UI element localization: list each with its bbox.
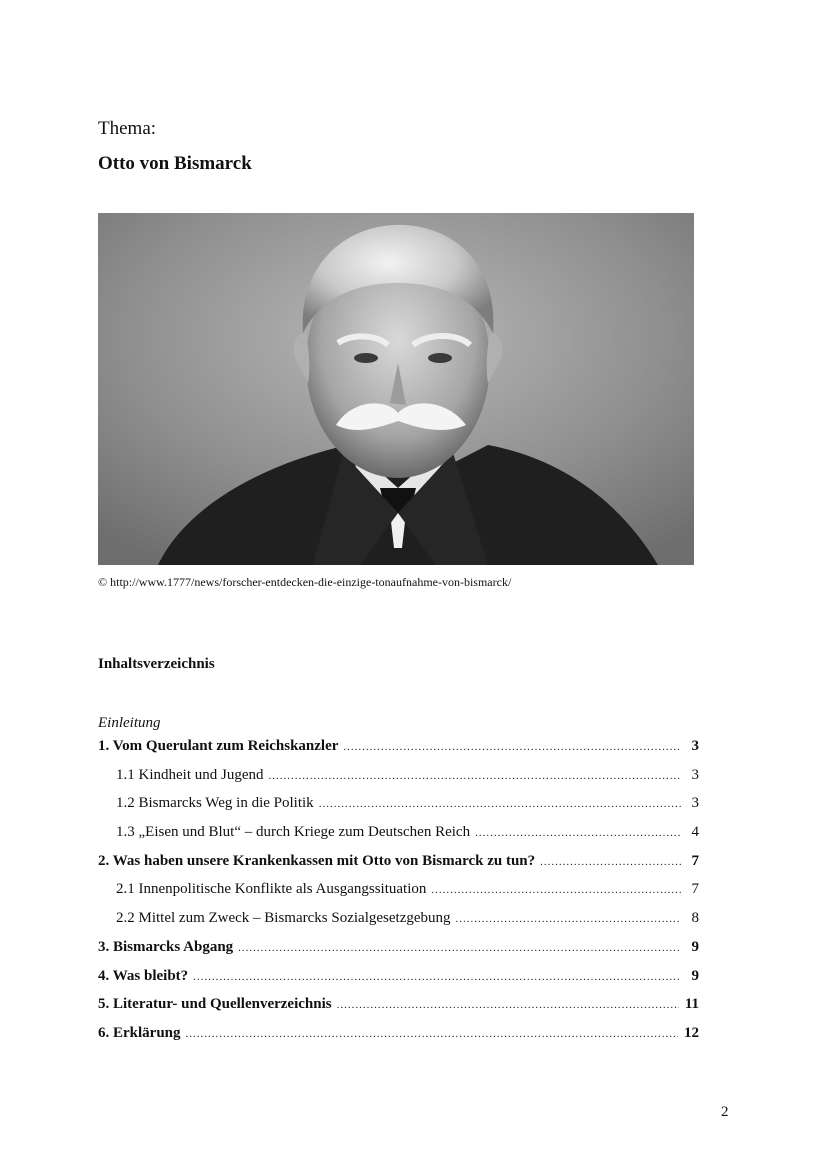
toc-entry[interactable] — [98, 738, 699, 767]
toc-entry[interactable] — [98, 939, 699, 968]
toc-entry[interactable] — [98, 795, 699, 824]
toc-entry-page: 3 — [691, 766, 699, 783]
toc-entry-title: 2. Was haben unsere Krankenkassen mit Otto von Bismarck zu tun? — [98, 852, 536, 869]
toc-leader-dots — [319, 798, 681, 810]
toc-entry-page: 7 — [691, 852, 699, 869]
toc-entry-page: 4 — [691, 824, 699, 841]
page-number: 2 — [721, 1104, 729, 1120]
toc-entry[interactable] — [98, 853, 699, 882]
toc-entry-title: 3. Bismarcks Abgang — [98, 938, 234, 955]
toc-entry[interactable] — [98, 824, 699, 853]
toc-entry[interactable] — [98, 910, 699, 939]
toc-intro-label: Einleitung — [98, 715, 161, 731]
toc-leader-dots — [337, 999, 679, 1011]
toc-entry-page: 3 — [691, 795, 699, 812]
toc-leader-dots — [343, 741, 681, 753]
toc-entry-page: 7 — [691, 881, 699, 898]
toc-leader-dots — [431, 884, 681, 896]
toc-entry-page: 9 — [691, 938, 699, 955]
toc-entry-title: 1. Vom Querulant zum Reichskanzler — [98, 738, 339, 754]
toc-leader-dots — [186, 1028, 678, 1040]
portrait-image — [98, 213, 694, 565]
toc-entry[interactable] — [98, 767, 699, 796]
toc-entry[interactable] — [98, 881, 699, 910]
toc-leader-dots — [475, 827, 681, 839]
toc-leader-dots — [269, 770, 682, 782]
toc-entry-title: 2.2 Mittel zum Zweck – Bismarcks Sozialgesetzgebung — [116, 910, 451, 927]
toc-entry-title: 5. Literatur- und Quellenverzeichnis — [98, 996, 332, 1013]
portrait-photo — [98, 213, 694, 565]
toc-entry-title: 2.1 Innenpolitische Konflikte als Ausgangssituation — [116, 881, 427, 898]
toc-entry-title: 1.2 Bismarcks Weg in die Politik — [116, 795, 314, 812]
toc-entry-title: 1.3 „Eisen und Blut“ – durch Kriege zum Deutschen Reich — [116, 824, 471, 841]
table-of-contents — [98, 738, 699, 1054]
topic-label: Thema: — [98, 118, 157, 139]
toc-entry-title: 4. Was bleibt? — [98, 967, 189, 984]
toc-entry-page: 3 — [691, 738, 699, 754]
toc-entry-page: 11 — [684, 996, 699, 1013]
toc-entry-page: 8 — [691, 910, 699, 927]
toc-leader-dots — [193, 971, 681, 983]
toc-leader-dots — [456, 913, 681, 925]
toc-entry-title: 6. Erklärung — [98, 1024, 181, 1041]
toc-entry[interactable] — [98, 1025, 699, 1054]
toc-entry-title: 1.1 Kindheit und Jugend — [116, 766, 264, 783]
toc-entry-page: 12 — [684, 1024, 699, 1041]
toc-leader-dots — [238, 942, 681, 954]
toc-entry-page: 9 — [691, 967, 699, 984]
toc-entry[interactable] — [98, 968, 699, 997]
toc-heading: Inhaltsverzeichnis — [98, 656, 215, 672]
document-title: Otto von Bismarck — [98, 153, 252, 174]
toc-entry[interactable] — [98, 996, 699, 1025]
toc-leader-dots — [540, 856, 681, 868]
photo-caption: © http://www.1777/news/forscher-entdecken-die-einzige-tonaufnahme-von-bismarck/ — [98, 575, 512, 589]
